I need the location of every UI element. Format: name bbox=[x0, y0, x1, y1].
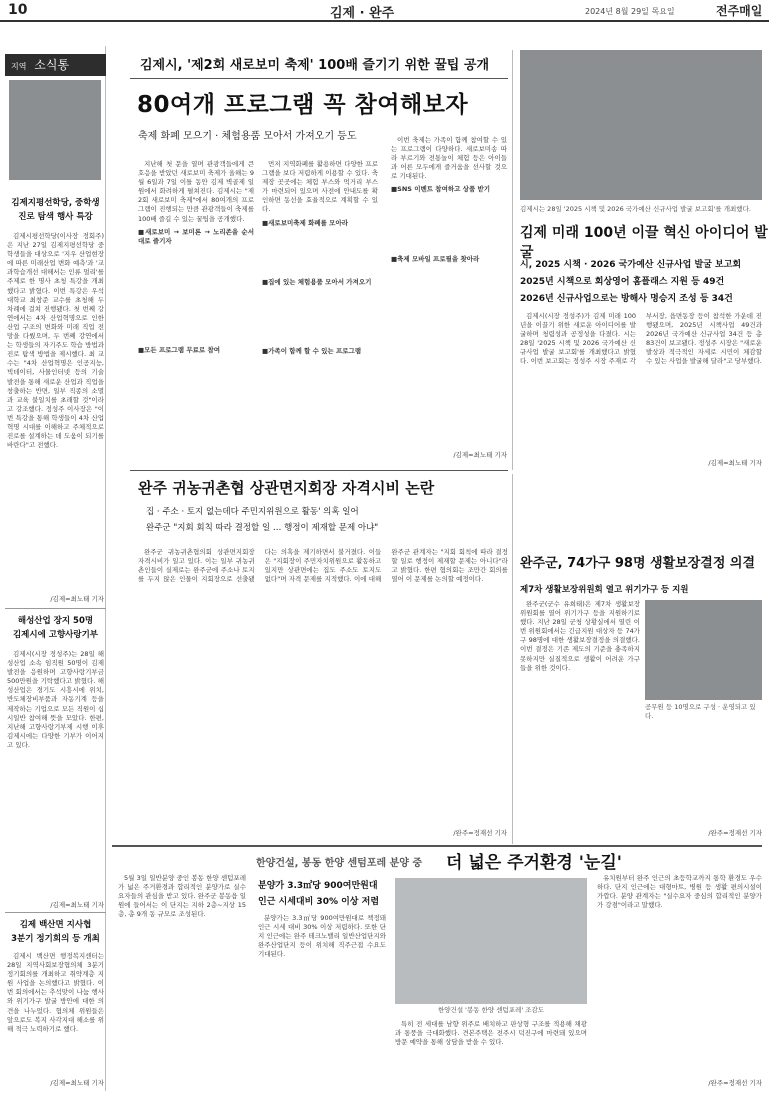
page-header bbox=[0, 0, 769, 22]
main-kicker: 김제시, '제2회 새로보미 축제' 100배 즐기기 위한 꿀팁 공개 bbox=[140, 58, 490, 73]
wanju-right-headline: 완주군, 74가구 98명 생활보장결정 의결 bbox=[520, 556, 756, 571]
column-divider bbox=[512, 50, 513, 470]
sidebar-article2-body: 김제시(시장 정성주)는 28일 해성산업 소속 임직원 50명이 김제 발전을 응원하며 고향사랑기부금 500만원을 기탁했다고 밝혔다. 해성산업은 경기도 시흥시에 위치, 반도체장비부품과 자동기계 등을 제작하는 기업으로 모든 직원이 십시일반 참여해 뜻을 모았다. 한편, 지난해 고향사랑기부제 시행 이후 김제시에는 다양한 기부가 이어지고 있다. bbox=[7, 650, 104, 749]
committee-photo-caption: 공무원 등 10명으로 구성 · 운영되고 있다. bbox=[645, 703, 756, 720]
wanju-right-sub: 제7차 생활보장위원회 열고 위기가구 등 지원 bbox=[520, 585, 689, 595]
ad-body-col4: 유치원부터 완주 인근의 초등학교까지 통학 환경도 우수하다. 단지 인근에는 대형마트, 병원 등 생활 편의시설이 가깝다. 분양 관계자는 "실수요자 중심의 합리적인 분양가가 강점"이라고 말했다. bbox=[597, 874, 762, 910]
sidebar-tag-small: 지역 bbox=[11, 62, 27, 71]
wanju-sub2: 완주군 "지회 회칙 따라 결정할 일 … 행정이 제재할 문제 아냐" bbox=[146, 523, 379, 533]
wanju-headline: 완주 귀농귀촌협 상관면지회장 자격시비 논란 bbox=[138, 479, 435, 497]
sidebar-article1-byline: /김제=최노태 기자 bbox=[50, 595, 104, 603]
right-body: 김제시(시장 정성주)가 김제 미래 100년을 이끌기 위한 새로운 아이디어를 발굴하며 청렴성과 공정성을 다졌다. 시는 28일 '2025 시책 및 2026 국가예산 신규사업 발굴 보고회'를 개최했다고 밝혔다. 이번 보고회는 정성주 시장 주재로 각 부서장, 읍면동장 등이 참석한 가운데 진행됐으며, 2025년 시책사업 49건과 2026년 국가예산 신규사업 34건 등 총 83건이 보고됐다. 정성주 시장은 "새로운 발상과 적극적인 자세로 시민이 체감할 수 있는 사업을 발굴해 달라"고 당부했다. bbox=[520, 312, 762, 366]
divider bbox=[5, 608, 106, 609]
ad-sub1: 분양가 3.3㎡당 900여만원대 bbox=[258, 881, 378, 891]
paper-name: 전주매일 bbox=[716, 4, 763, 18]
ad-headline: 더 넓은 주거환경 '눈길' bbox=[446, 853, 622, 873]
ad-body-col1: 5월 3일 일반분양 중인 봉동 한양 센텀포레가 넓은 주거환경과 합리적인 분양가로 실수요자들의 관심을 받고 있다. 완주군 봉동읍 일원에 들어서는 이 단지는 지하 2층~지상 15층, 총 9개 동 규모로 조성된다. bbox=[118, 874, 246, 919]
divider bbox=[130, 78, 508, 79]
sidebar-article3-byline: /김제=최노태 기자 bbox=[50, 1079, 104, 1087]
committee-photo bbox=[645, 600, 762, 700]
column-divider bbox=[512, 474, 513, 844]
issue-date: 2024년 8월 29일 목요일 bbox=[585, 7, 675, 16]
wanju-sub1: 집 · 주소 · 토지 없는데다 주민지위원으로 활동' 의혹 일어 bbox=[146, 507, 359, 517]
ad-body-col2: 분양가는 3.3㎡당 900여만원대로 책정돼 인근 시세 대비 30% 이상 저렴하다. 또한 단지 인근에는 완주 테크노밸리 일반산업단지와 완주산업단지 등이 위치해 직주근접 수요도 기대된다. bbox=[258, 914, 386, 959]
sidebar-article3-title: 김제 백산면 지사협 3분기 정기회의 등 개최 bbox=[11, 920, 100, 944]
wanju-right-body-cont bbox=[645, 716, 762, 834]
right-headline: 김제 미래 100년 이끌 혁신 아이디어 발굴 bbox=[520, 225, 768, 261]
apartment-rendering bbox=[395, 878, 587, 1004]
wanju-right-body: 완주군(군수 유희태)은 제7차 생활보장위원회를 열어 위기가구 등을 지원하기로 했다. 지난 28일 군청 상황실에서 열린 이번 위원회에서는 긴급지원 대상자 등 74가구 98명에 대한 생활보장결정을 의결했다. 이번 결정은 기존 제도의 기준을 충족하지 못하지만 실질적으로 생활이 어려운 가구들을 위한 것이다. bbox=[520, 600, 640, 672]
sidebar-article1-body: 김제시평선학당(이사장 정회주)은 지난 27일 김제지평선학당 중학생들을 대상으로 '지우 산업현장에 따른 미래산업 변화 예측'과 '교과학습개선 대해서는 인류 멀리'를 주제로 한 명사 초청 특강을 개최했다고 밝혔다. 이번 특강은 우석대학교 최창준 교수를 초청해 두 차례에 걸쳐 진행됐다. 첫 번째 강연에서는 4차 산업혁명으로 인한 산업 구조의 변화와 미래 직업 전망을 다뤘으며, 두 번째 강연에서는 학생들의 자기주도 학습 방법과 진로 탐색 방법을 제시했다. 최 교수는 "4차 산업혁명은 인공지능, 빅데이터, 사물인터넷 등의 기술 발전을 통해 새로운 산업과 직업을 창출하는 반면, 일부 직종의 소멸과 교육 불일치를 초래할 것"이라고 강조했다. 정성주 이사장은 "이번 특강을 통해 학생들이 4차 산업혁명 시대를 이해하고 주체적으로 진로를 설계하는 데 도움이 되기를 바란다"고 전했다. bbox=[7, 232, 104, 450]
page-number: 10 bbox=[8, 2, 28, 18]
conference-photo bbox=[520, 50, 762, 200]
sidebar-article3-body: 김제시 백산면 행정복지센터는 28일 지역사회보장협의체 3분기 정기회의를 개최하고 취약계층 지원 사업을 논의했다고 밝혔다. 이번 회의에서는 추석맞이 나눔 행사와 위기가구 발굴 방안에 대한 의견을 나누었다. 협의체 위원들은 앞으로도 복지 사각지대 해소를 위해 적극 노력하기로 했다. bbox=[7, 952, 104, 1033]
conference-photo-caption: 김제시는 28일 '2025 시책 및 2026 국가예산 신규사업 발굴 보고회'를 개최했다. bbox=[520, 205, 751, 213]
wanju-byline: /완주=정재선 기자 bbox=[453, 829, 507, 837]
ad-body-col3: 특히 전 세대를 남향 위주로 배치하고 판상형 구조를 적용해 채광과 통풍을 극대화했다. 견본주택은 전주시 덕진구에 마련돼 있으며 방문 예약을 통해 상담을 받을 수 있다. bbox=[395, 1020, 587, 1047]
apartment-rendering-caption: 한양건설 '봉동 한양 센텀포레' 조감도 bbox=[437, 1006, 545, 1014]
sidebar-tag bbox=[5, 54, 106, 76]
wanju-body: 완주군 귀농귀촌협의회 상관면지회장 자격시비가 일고 있다. 이는 일부 귀농귀촌인들이 실제로는 완주군에 주소나 토지를 두지 않은 인물이 지회장으로 선출됐다는 의혹을 제기하면서 불거졌다. 이들은 "지회장이 주민자치위원으로 활동하고 있지만 상관면에는 집도 주소도 토지도 없다"며 자격 문제를 지적했다. 이에 대해 완주군 관계자는 "지회 회칙에 따라 결정할 일로 행정이 제재할 문제는 아니다"라고 밝혔다. 한편 협의회는 조만간 회의를 열어 이 문제를 논의할 예정이다. bbox=[138, 548, 508, 584]
right-sub3: 2026년 신규사업으로는 방해사 명승지 조성 등 34건 bbox=[520, 294, 733, 304]
ad-kicker: 한양건설, 봉동 한양 센텀포레 분양 중 bbox=[256, 858, 423, 869]
sidebar-article2-title: 해성산업 장지 50명 김제시에 고향사랑기부 bbox=[12, 616, 99, 640]
main-byline: /김제=최노태 기자 bbox=[453, 451, 507, 459]
right-sub1: 시, 2025 시책 · 2026 국가예산 신규사업 발굴 보고회 bbox=[520, 260, 742, 270]
divider bbox=[5, 912, 106, 913]
divider bbox=[112, 845, 762, 847]
sidebar-tag-big: 소식통 bbox=[34, 58, 70, 72]
section-title: 김제 · 완주 bbox=[330, 6, 395, 21]
sidebar-column bbox=[5, 46, 106, 1091]
wanju-right-byline: /완주=정재선 기자 bbox=[708, 829, 762, 837]
divider bbox=[130, 470, 508, 471]
right-sub2: 2025년 시책으로 회상영어 홈플래스 지원 등 49건 bbox=[520, 277, 725, 287]
sidebar-article2-byline: /김제=최노태 기자 bbox=[50, 901, 104, 909]
ad-sub2: 인근 시세대비 30% 이상 저렴 bbox=[258, 897, 380, 907]
ad-byline: /완주=정재선 기자 bbox=[708, 1079, 762, 1087]
main-body-col3: 이번 축제는 가족이 함께 참여할 수 있는 프로그램이 다양하다. 새로보미송 따라 부르기와 전통놀이 체험 등은 아이들과 어른 모두에게 즐거움을 선사할 것으로 기대된다. ■SNS 이벤트 참여하고 상품 받기 ■축제 모바일 프로필을 찾아라 bbox=[391, 136, 507, 263]
right-byline: /김제=최노태 기자 bbox=[708, 459, 762, 467]
sidebar-article1-title: 김제지평선학당, 중학생 진로 탐색 행사 특강 bbox=[11, 198, 100, 222]
main-subhead: 축제 화폐 모으기 · 체험용품 모아서 가져오기 등도 bbox=[138, 131, 357, 142]
main-headline: 80여개 프로그램 꼭 참여해보자 bbox=[137, 92, 469, 118]
sidebar-photo-1 bbox=[9, 80, 101, 180]
main-body-col1: 지난해 첫 문을 열며 관광객들에게 큰 호응을 받았던 새로보미 축제가 올해는 9월 6일과 7일 이틀 동안 김제 벽골제 일원에서 화려하게 펼쳐진다. 김제시는 "제2회 새로보미 축제"에서 80여개의 프로그램이 진행되는 만큼 관광객들이 축제를 100배 즐길 수 있는 꿀팁을 공개했다. ■새로보미 → 보미론 → 노리존을 순서대로 즐기자 ■모든 프로그램 무료로 참여 bbox=[138, 160, 254, 354]
main-body-col2: 먼저 지역화폐를 활용하면 다양한 프로그램을 보다 저렴하게 이용할 수 있다. 축제장 곳곳에는 체험 부스와 먹거리 부스가 마련되어 있으며 사전에 안내도를 확인하면 동선을 효율적으로 계획할 수 있다. ■새로보미축제 화폐를 모아라 ■집에 있는 체험용품 모아서 가져오기 ■가족이 함께 할 수 있는 프로그램 bbox=[262, 160, 378, 355]
